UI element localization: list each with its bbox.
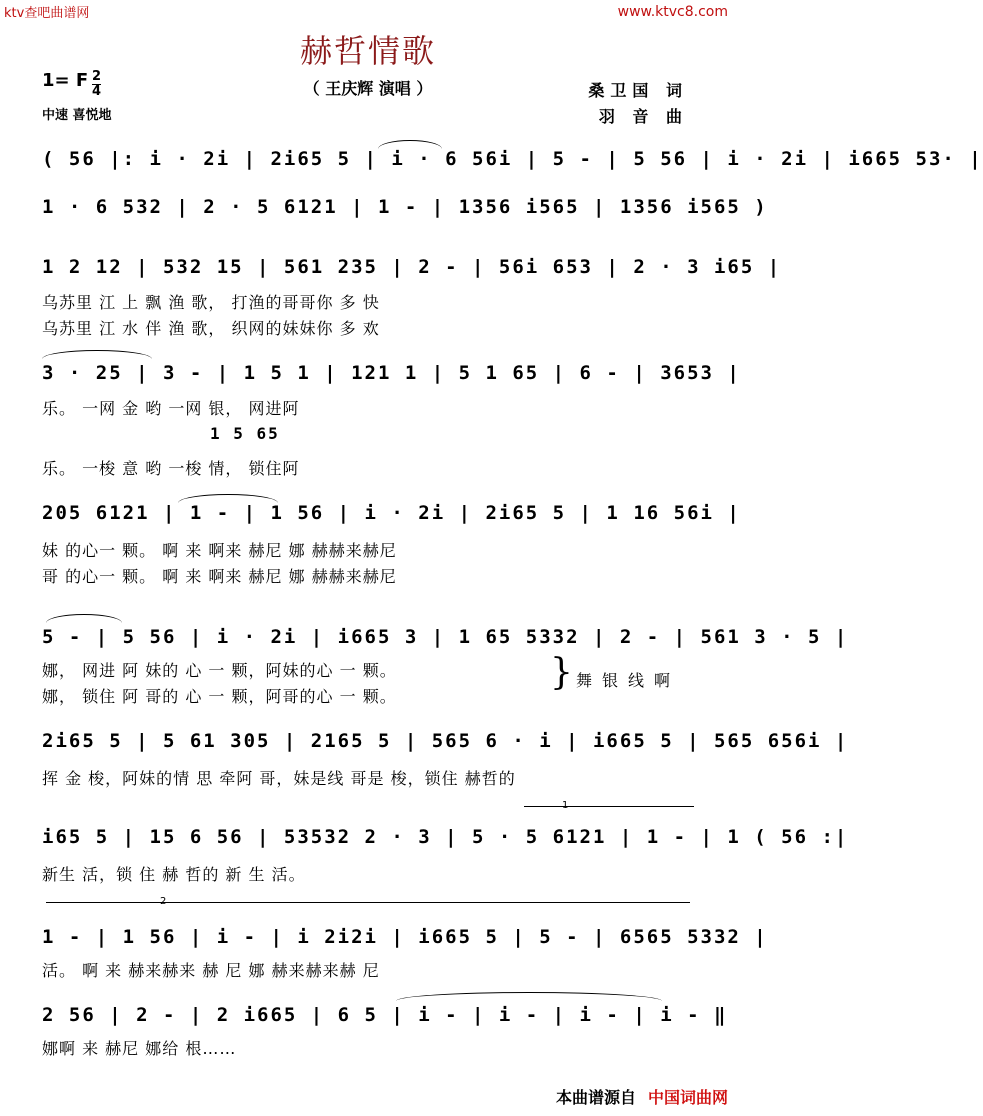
time-sig-numerator: 2	[92, 69, 102, 84]
notation-row-4-alt: 1 5 65	[210, 424, 280, 443]
lyric-row-6-verse-1: 娜， 网进 阿 妹的 心 一 颗，阿妹的心 一 颗。	[42, 661, 397, 680]
footer-site-link[interactable]: 中国词曲网	[647, 1088, 728, 1107]
song-title: 赫哲情歌	[299, 32, 436, 70]
watermark-left: ktv查吧曲谱网	[4, 6, 90, 21]
lyricist-credit: 桑卫国 词	[588, 81, 688, 100]
lyric-row-6-verse-2: 娜， 锁住 阿 哥的 心 一 颗，阿哥的心 一 颗。	[42, 687, 397, 706]
tempo-marking: 中速 喜悦地	[42, 108, 112, 123]
watermark-right: www.ktvc8.com	[617, 4, 728, 20]
notation-row-8: i65 5 | 15 6 56 | 53532 2 · 3 | 5 · 5 6121 | 1 - | 1 ( 56 :|	[42, 826, 849, 848]
volta-2: 2	[160, 896, 167, 907]
composer-credit: 羽 音 曲	[598, 107, 688, 126]
key-signature: 1= F	[42, 70, 89, 91]
notation-row-1: ( 56 |: i · 2i | 2i65 5 | i · 6 56i | 5 - | 5 56 | i · 2i | i665 53· |	[42, 148, 983, 170]
performer: （ 王庆辉 演唱 ）	[303, 79, 433, 98]
lyric-row-4-verse-1: 乐。 一网 金 哟 一网 银， 网进阿	[42, 399, 300, 418]
lyric-row-5-verse-1: 妹 的心一 颗。 啊 来 啊来 赫尼 娜 赫赫来赫尼	[42, 541, 397, 560]
lyric-row-9: 活。 啊 来 赫来赫来 赫 尼 娜 赫来赫来赫 尼	[42, 961, 380, 980]
time-sig-denominator: 4	[92, 84, 102, 99]
side-lyric: 舞银线啊	[576, 671, 681, 690]
notation-row-5: 205 6121 | 1 - | 1 56 | i · 2i | 2i65 5 | 1 16 56i |	[42, 502, 741, 524]
notation-row-2: 1 · 6 532 | 2 · 5 6121 | 1 - | 1356 i565 | 1356 i565 )	[42, 196, 768, 218]
lyric-row-10: 娜啊 来 赫尼 娜给 根……	[42, 1039, 237, 1058]
notation-row-7: 2i65 5 | 5 61 305 | 2165 5 | 565 6 · i | i665 5 | 565 656i |	[42, 730, 849, 752]
footer-source-label: 本曲谱源自	[555, 1088, 636, 1107]
lyric-row-4-verse-2: 乐。 一梭 意 哟 一梭 情， 锁住阿	[42, 459, 300, 478]
verse-brace: }	[550, 652, 573, 693]
lyric-row-8: 新生 活，锁 住 赫 哲的 新 生 活。	[42, 865, 306, 884]
notation-row-10: 2 56 | 2 - | 2 i665 | 6 5 | i - | i - | i - | i - ‖	[42, 1004, 728, 1026]
notation-row-9: 1 - | 1 56 | i - | i 2i2i | i665 5 | 5 - | 6565 5332 |	[42, 926, 768, 948]
lyric-row-7: 挥 金 梭，阿妹的情 思 牵阿 哥，妹是线 哥是 梭，锁住 赫哲的	[42, 769, 516, 788]
volta-1: 1	[562, 800, 569, 811]
notation-row-4: 3 · 25 | 3 - | 1 5 1 | 121 1 | 5 1 65 | 6 - | 3653 |	[42, 362, 741, 384]
notation-row-3: 1 2 12 | 532 15 | 561 235 | 2 - | 56i 653 | 2 · 3 i65 |	[42, 256, 782, 278]
lyric-row-5-verse-2: 哥 的心一 颗。 啊 来 啊来 赫尼 娜 赫赫来赫尼	[42, 567, 397, 586]
notation-row-6: 5 - | 5 56 | i · 2i | i665 3 | 1 65 5332 | 2 - | 561 3 · 5 |	[42, 626, 849, 648]
lyric-row-3-verse-2: 乌苏里 江 水 伴 渔 歌， 织网的妹妹你 多 欢	[42, 319, 380, 338]
lyric-row-3-verse-1: 乌苏里 江 上 飘 渔 歌， 打渔的哥哥你 多 快	[42, 293, 380, 312]
time-signature	[92, 70, 101, 99]
